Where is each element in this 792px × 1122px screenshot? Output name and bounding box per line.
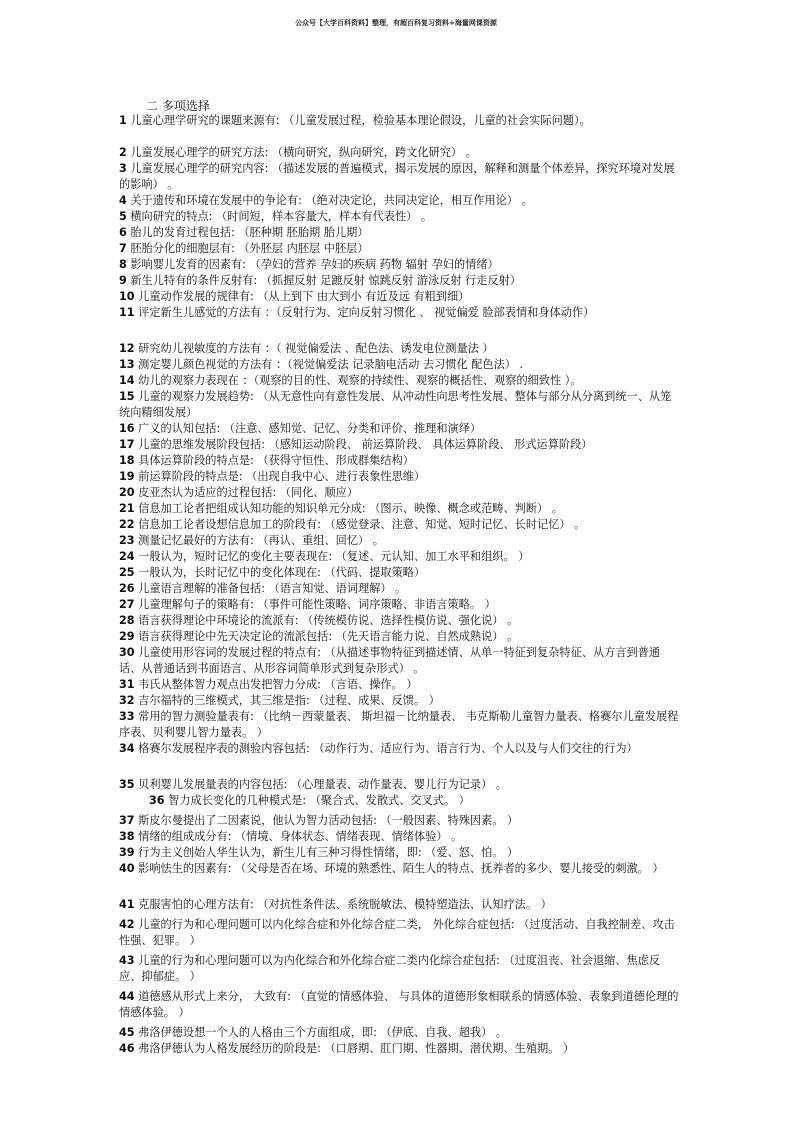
question-number: 8 bbox=[119, 258, 127, 271]
question-number: 36 bbox=[149, 794, 165, 807]
question-item bbox=[119, 741, 679, 773]
question-number: 4 bbox=[119, 194, 127, 207]
question-text: 格赛尔发展程序表的测验内容包括: （动作行为、适应行为、语言行为、个人以及与人们交往的行为） bbox=[134, 742, 638, 755]
question-text: 行为主义创始人华生认为，新生儿有三种习得性情绪，即: （爱、怒、怕。 ） bbox=[134, 846, 519, 859]
question-item bbox=[119, 485, 679, 501]
question-item bbox=[119, 357, 679, 373]
question-number: 22 bbox=[119, 518, 135, 531]
question-number: 31 bbox=[119, 678, 135, 691]
question-number: 45 bbox=[119, 1026, 135, 1039]
question-item bbox=[119, 989, 679, 1021]
question-number: 2 bbox=[119, 146, 127, 159]
question-item bbox=[119, 193, 679, 209]
question-list bbox=[119, 113, 679, 1057]
question-number: 25 bbox=[119, 566, 135, 579]
question-number: 18 bbox=[119, 454, 135, 467]
question-text: 儿童的观察力发展趋势: （从无意性向有意性发展、从冲动性向思考性发展、整体与部分从分离到统一、从笼统向精细发展） bbox=[119, 390, 672, 419]
question-item bbox=[119, 629, 679, 645]
section-title: 二 多项选择 bbox=[146, 99, 210, 113]
question-number: 37 bbox=[119, 814, 135, 827]
question-number: 27 bbox=[119, 598, 135, 611]
question-item bbox=[119, 917, 679, 949]
question-item bbox=[119, 677, 679, 693]
question-text: 信息加工论者设想信息加工的阶段有: （感觉登录、注意、知觉、短时记忆、长时记忆） 。 bbox=[134, 518, 586, 531]
question-text: 贝利婴儿发展量表的内容包括: （心理量表、动作量表、婴儿行为记录） 。 bbox=[134, 778, 508, 791]
question-item bbox=[119, 533, 679, 549]
question-number: 41 bbox=[119, 898, 135, 911]
question-number: 42 bbox=[119, 918, 135, 931]
question-item bbox=[119, 793, 679, 809]
question-text: 儿童的思维发展阶段包括: （感知运动阶段、 前运算阶段、 具体运算阶段、 形式运算阶段） bbox=[134, 438, 593, 451]
question-text: 情绪的组成成分有: （情境、身体状态、情绪表现、情绪体验） 。 bbox=[134, 830, 463, 843]
question-item bbox=[119, 453, 679, 469]
question-item bbox=[119, 777, 679, 793]
question-text: 测定婴儿颜色视觉的方法有 ：（视觉偏爱法 记录脑电活动 去习惯化 配色法） . bbox=[134, 358, 524, 371]
question-number: 32 bbox=[119, 694, 135, 707]
question-item bbox=[119, 709, 679, 741]
question-text: 胎儿的发育过程包括: （胚种期 胚胎期 胎儿期） bbox=[126, 226, 369, 239]
question-text: 儿童发展心理学的研究方法: （横向研究，纵向研究，跨文化研究） 。 bbox=[126, 146, 477, 159]
question-text: 一般认为，短时记忆的变化主要表现在: （复述、元认知、加工水平和组织。 ） bbox=[134, 550, 530, 563]
question-item bbox=[119, 437, 679, 453]
question-item bbox=[119, 501, 679, 517]
question-number: 14 bbox=[119, 374, 135, 387]
question-number: 1 bbox=[119, 114, 127, 127]
question-text: 评定新生儿感觉的方法有 ：（反射行为、定向反射习惯化 、 视觉偏爱 脸部表情和身体动作） bbox=[134, 306, 595, 319]
page-header: 公众号【大学百科资料】整理，有超百科复习资料+海量网课资源 bbox=[295, 19, 497, 27]
question-number: 9 bbox=[119, 274, 127, 287]
question-number: 39 bbox=[119, 846, 135, 859]
question-number: 20 bbox=[119, 486, 135, 499]
question-number: 17 bbox=[119, 438, 135, 451]
question-number: 15 bbox=[119, 390, 135, 403]
question-item bbox=[119, 257, 679, 273]
question-text: 儿童语言理解的准备包括: （语言知觉、语词理解） 。 bbox=[134, 582, 407, 595]
question-text: 前运算阶段的特点是: （出现自我中心、进行表象性思维） bbox=[134, 470, 426, 483]
question-number: 7 bbox=[119, 242, 127, 255]
question-number: 35 bbox=[119, 778, 135, 791]
question-number: 23 bbox=[119, 534, 135, 547]
question-number: 21 bbox=[119, 502, 135, 515]
question-text: 道德感从形式上来分， 大致有: （直觉的情感体验、 与具体的道德形象相联系的情感体验、表象到道德伦理的情感体验。 ） bbox=[119, 990, 679, 1019]
question-text: 皮亚杰认为适应的过程包括: （同化、顺应） bbox=[134, 486, 359, 499]
question-item bbox=[119, 953, 679, 985]
question-text: 智力成长变化的几种模式是: （聚合式、发散式、交叉式。 ） bbox=[164, 794, 470, 807]
question-item bbox=[119, 209, 679, 225]
question-text: 测量记忆最好的方法有: （再认、重组、回忆） 。 bbox=[134, 534, 384, 547]
question-text: 一般认为，长时记忆中的变化体现在: （代码、提取策略） bbox=[134, 566, 426, 579]
question-number: 30 bbox=[119, 646, 135, 659]
question-item bbox=[119, 1041, 679, 1057]
question-item bbox=[119, 565, 679, 581]
question-text: 克服害怕的心理方法有: （对抗性条件法、系统脱敏法、模特塑造法、认知疗法。 ） bbox=[134, 898, 552, 911]
question-item bbox=[119, 469, 679, 485]
question-number: 16 bbox=[119, 422, 135, 435]
question-item bbox=[119, 225, 679, 241]
question-item bbox=[119, 549, 679, 565]
question-item bbox=[119, 645, 679, 677]
question-item bbox=[119, 241, 679, 257]
question-item bbox=[119, 421, 679, 437]
question-item bbox=[119, 1025, 679, 1041]
question-text: 弗洛伊德设想一个人的人格由三个方面组成，即: （伊底、自我、超我） 。 bbox=[134, 1026, 508, 1039]
question-item bbox=[119, 693, 679, 709]
question-item bbox=[119, 861, 679, 893]
question-item bbox=[119, 597, 679, 613]
question-number: 34 bbox=[119, 742, 135, 755]
question-number: 3 bbox=[119, 162, 127, 175]
question-text: 儿童发展心理学的研究内容: （描述发展的普遍模式，揭示发展的原因，解释和测量个体差异，探究环境对发展的影响） 。 bbox=[119, 162, 675, 191]
question-number: 29 bbox=[119, 630, 135, 643]
question-text: 吉尔福特的三维模式，其三维是指: （过程、成果、反馈。 ） bbox=[134, 694, 440, 707]
question-text: 胚胎分化的细胞层有: （外胚层 内胚层 中胚层） bbox=[126, 242, 369, 255]
question-text: 儿童的行为和心理问题可以内化综合症和外化综合症二类， 外化综合症包括: （过度活动、自我控制差、攻击性强、犯罪。 ） bbox=[119, 918, 675, 947]
question-number: 5 bbox=[119, 210, 127, 223]
question-number: 26 bbox=[119, 582, 135, 595]
question-text: 研究幼儿视敏度的方法有 ：（ 视觉偏爱法 、配色法、诱发电位测量法 ） bbox=[134, 342, 494, 355]
question-text: 语言获得理论中环境论的流派有: （传统模仿说、选择性模仿说、强化说） 。 bbox=[134, 614, 519, 627]
question-text: 儿童理解句子的策略有: （事件可能性策略、词序策略、非语言策略。 ） bbox=[134, 598, 496, 611]
question-text: 儿童心理学研究的课题来源有: （儿童发展过程，检验基本理论假设，儿童的社会实际问题）。 bbox=[126, 114, 591, 127]
question-item bbox=[119, 161, 679, 193]
question-item bbox=[119, 305, 679, 337]
question-item bbox=[119, 341, 679, 357]
question-text: 语言获得理论中先天决定论的流派包括: （先天语言能力说、自然成熟说） 。 bbox=[134, 630, 519, 643]
question-text: 影响怯生的因素有: （父母是否在场、环境的熟悉性、陌生人的特点、抚养者的多少、婴儿接受的刺激。 ） bbox=[134, 862, 664, 875]
question-number: 24 bbox=[119, 550, 135, 563]
question-number: 40 bbox=[119, 862, 135, 875]
question-item bbox=[119, 829, 679, 845]
question-number: 38 bbox=[119, 830, 135, 843]
question-text: 信息加工论者把组成认知功能的知识单元分成: （图示、映像、概念或范畴、判断） 。 bbox=[134, 502, 563, 515]
question-number: 33 bbox=[119, 710, 135, 723]
question-text: 常用的智力测验量表有: （比纳－西蒙量表、 斯坦福－比纳量表、 韦克斯勒儿童智力量表、格赛尔儿童发展程序表、贝利婴儿智力量表。 ） bbox=[119, 710, 679, 739]
question-number: 43 bbox=[119, 954, 135, 967]
question-item bbox=[119, 613, 679, 629]
question-item bbox=[119, 373, 679, 389]
question-number: 10 bbox=[119, 290, 135, 303]
question-text: 韦氏从整体智力观点出发把智力分成: （言语、操作。 ） bbox=[134, 678, 418, 691]
question-number: 12 bbox=[119, 342, 135, 355]
question-text: 广义的认知包括: （注意、感知觉、记忆、分类和评价、推理和演绎） bbox=[134, 422, 482, 435]
question-item bbox=[119, 113, 679, 145]
question-item bbox=[119, 389, 679, 421]
question-item bbox=[119, 845, 679, 861]
question-number: 6 bbox=[119, 226, 127, 239]
question-number: 13 bbox=[119, 358, 135, 371]
question-number: 11 bbox=[119, 306, 135, 319]
question-text: 儿童使用形容词的发展过程的特点有: （从描述事物特征到描述情、从单一特征到复杂特征、从方言到普通话、从普通话到书面语言、从形容词简单形式到复杂形式） 。 bbox=[119, 646, 661, 675]
question-text: 幼儿的观察力表现在 ：（观察的目的性、观察的持续性、观察的概括性、观察的细致性 ）。 bbox=[134, 374, 582, 387]
question-number: 46 bbox=[119, 1042, 135, 1055]
question-text: 斯皮尔曼提出了二因素说，他认为智力活动包括: （一般因素、特殊因素。 ） bbox=[134, 814, 519, 827]
question-text: 具体运算阶段的特点是: （获得守恒性、形成群集结构） bbox=[134, 454, 414, 467]
question-text: 关于遗传和环境在发展中的争论有: （绝对决定论，共同决定论，相互作用论） 。 bbox=[126, 194, 533, 207]
question-number: 19 bbox=[119, 470, 135, 483]
question-item bbox=[119, 581, 679, 597]
question-item bbox=[119, 145, 679, 161]
question-item bbox=[119, 813, 679, 829]
question-text: 影响婴儿发育的因素有: （孕妇的营养 孕妇的疾病 药物 辐射 孕妇的情绪） bbox=[126, 258, 499, 271]
question-item bbox=[119, 289, 679, 305]
question-text: 儿童动作发展的规律有: （从上到下 由大到小 有近及远 有粗到细） bbox=[134, 290, 470, 303]
question-text: 横向研究的特点: （时间短，样本容量大，样本有代表性） 。 bbox=[126, 210, 433, 223]
question-text: 儿童的行为和心理问题可以为内化综合和外化综合症二类内化综合症包括: （过度沮丧、社会退缩、焦虑反应、抑郁症。 ） bbox=[119, 954, 661, 983]
question-item bbox=[119, 897, 679, 913]
question-number: 44 bbox=[119, 990, 135, 1003]
question-item bbox=[119, 517, 679, 533]
question-item bbox=[119, 273, 679, 289]
question-number: 28 bbox=[119, 614, 135, 627]
question-text: 弗洛伊德认为人格发展经历的阶段是: （口唇期、肛门期、性器期、潜伏期、生殖期。 ） bbox=[134, 1042, 575, 1055]
question-text: 新生儿特有的条件反射有: （抓握反射 足蹠反射 惊跳反射 游泳反射 行走反射） bbox=[126, 274, 522, 287]
